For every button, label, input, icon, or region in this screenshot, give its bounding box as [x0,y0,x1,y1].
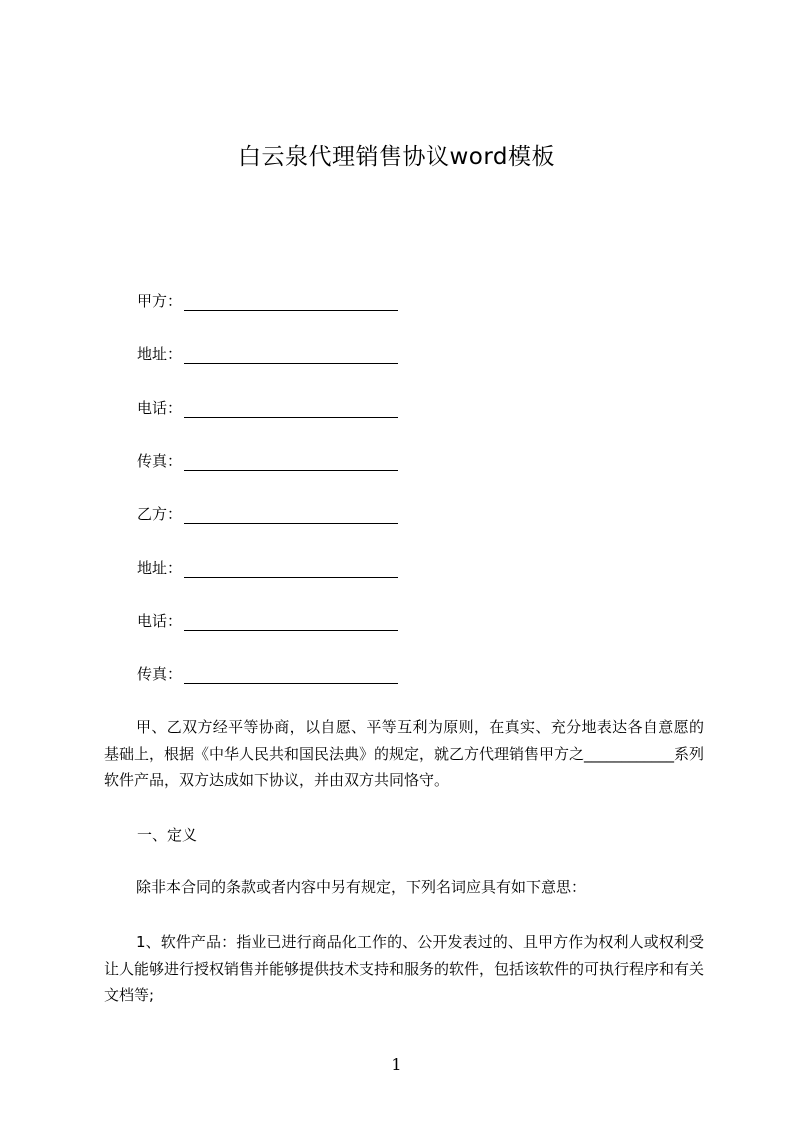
party-b-fax-label: 传真： [137,665,183,683]
section-1-intro: 除非本合同的条款或者内容中另有规定，下列名词应具有如下意思： [136,878,587,896]
party-b-address-label: 地址： [137,559,183,577]
party-b-field [137,504,398,524]
party-a-field [137,291,398,311]
party-b-address-field [137,558,398,578]
party-a-phone-blank[interactable] [184,402,398,418]
intro-paragraph: 甲、乙双方经平等协商，以自愿、平等互利为原则，在真实、充分地表达各自意愿的基础上，根据《中华人民共和国民法典》的规定，就乙方代理销售甲方之____________系列软件产品，双方达成如下协议，并由双方共同恪守。 [104,718,705,789]
party-b-fax-blank[interactable] [184,668,398,684]
party-a-address-field [137,344,398,364]
party-a-phone-field [137,398,398,418]
party-b-phone-field [137,611,398,631]
party-a-label: 甲方： [137,292,183,310]
document-title: 白云泉代理销售协议word模板 [237,144,556,170]
page-number: 1 [391,1055,402,1074]
section-1-heading: 一、定义 [137,826,198,844]
party-a-phone-label: 电话： [137,399,183,417]
clause-1-paragraph: 1、软件产品：指业已进行商品化工作的、公开发表过的、且甲方作为权利人或权利受让人能够进行授权销售并能够提供技术支持和服务的软件，包括该软件的可执行程序和有关文档等; [104,933,705,1004]
party-b-phone-label: 电话： [137,612,183,630]
party-a-address-label: 地址： [137,345,183,363]
party-b-blank[interactable] [184,508,398,524]
party-b-label: 乙方： [137,505,183,523]
party-b-fax-field [137,664,398,684]
party-a-blank[interactable] [184,295,398,311]
party-a-address-blank[interactable] [184,348,398,364]
party-a-fax-blank[interactable] [184,455,398,471]
party-b-address-blank[interactable] [184,562,398,578]
party-a-fax-field [137,451,398,471]
party-b-phone-blank[interactable] [184,615,398,631]
party-a-fax-label: 传真： [137,452,183,470]
